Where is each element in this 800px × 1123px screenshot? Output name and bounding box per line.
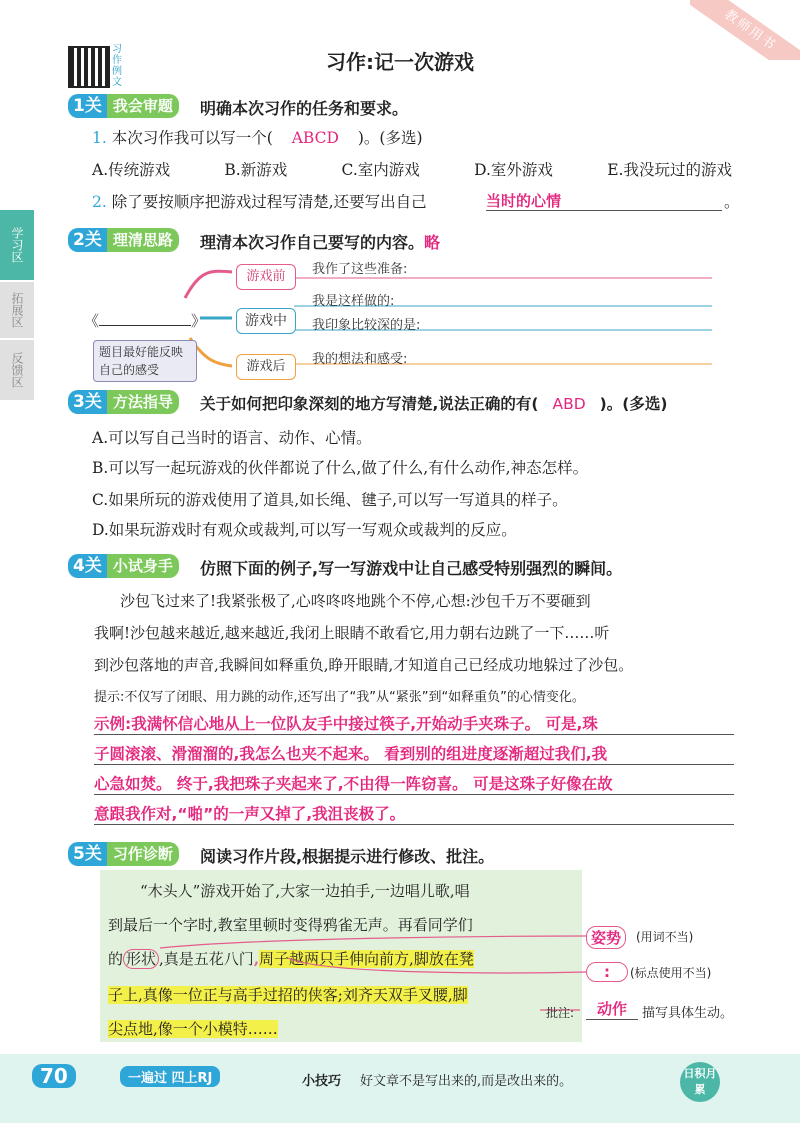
line-before: 我作了这些准备: xyxy=(312,262,408,277)
footer-brand: 一遍过 四上RJ xyxy=(120,1066,220,1087)
essay-line-5 xyxy=(108,1018,278,1039)
side-tab-feedback[interactable]: 反馈区 xyxy=(0,340,34,400)
section4-name: 小试身手 xyxy=(107,554,179,578)
annotation-text: 描写具体生动。 xyxy=(642,1006,734,1021)
section5-head: 阅读习作片段,根据提示进行修改、批注。 xyxy=(200,847,495,866)
bracket-open: 《 xyxy=(84,312,100,330)
s3-option-b: B.可以写一起玩游戏的伙伴都说了什么,做了什么,有什么动作,神态怎样。 xyxy=(92,459,589,477)
section2-head-text: 理清本次习作自己要写的内容。 xyxy=(200,233,425,252)
section4-badge xyxy=(68,554,179,578)
section5-badge xyxy=(68,842,179,866)
section4-head: 仿照下面的例子,写一写游戏中让自己感受特别强烈的瞬间。 xyxy=(200,559,623,578)
section5-num: 5关 xyxy=(68,842,107,866)
answer-line-4: 意跟我作对,“啪”的一声又掉了,我沮丧极了。 xyxy=(94,802,734,825)
essay-highlight-3: 尖点地,像一个小模特…… xyxy=(108,1020,278,1038)
q2-num: 2. xyxy=(92,193,107,211)
title-tip-note: 题目最好能反映自己的感受 xyxy=(93,340,197,382)
node-during-game: 游戏中 xyxy=(236,308,296,334)
section2-badge xyxy=(68,228,179,252)
s3-option-d: D.如果玩游戏时有观众或裁判,可以写一写观众或裁判的反应。 xyxy=(92,521,517,539)
option-e: E.我没玩过的游戏 xyxy=(607,161,732,179)
answer-line-3: 心急如焚。 终于,我把珠子夹起来了,不由得一阵窃喜。 可是这珠子好像在故 xyxy=(94,772,734,795)
line-after: 我的想法和感受: xyxy=(312,352,408,367)
section3-answer: ABD xyxy=(552,395,586,413)
daily-badge: 日积月累 xyxy=(680,1062,720,1102)
answer-line-2: 子圆滚滚、滑溜溜的,我怎么也夹不起来。 看到别的组进度逐渐超过我们,我 xyxy=(94,742,734,765)
section2-answer: 略 xyxy=(424,233,441,252)
q2-prefix: 除了要按顺序把游戏过程写清楚,还要写出自己 xyxy=(111,193,427,211)
node-after-game: 游戏后 xyxy=(236,354,296,380)
q1-options xyxy=(92,158,732,180)
q1-line xyxy=(92,126,423,148)
s3-option-a: A.可以写自己当时的语言、动作、心情。 xyxy=(92,429,372,447)
qr-label: 习作例文 xyxy=(112,44,122,88)
fix-word: 姿势 xyxy=(586,926,626,949)
title-blank xyxy=(84,310,206,331)
section4-num: 4关 xyxy=(68,554,107,578)
section1-name: 我会审题 xyxy=(107,94,179,118)
page-title: 习作:记一次游戏 xyxy=(326,50,474,74)
section2-name: 理清思路 xyxy=(107,228,179,252)
line-during-1: 我是这样做的: xyxy=(312,294,395,309)
answer-line-1: 示例:我满怀信心地从上一位队友手中接过筷子,开始动手夹珠子。 可是,珠 xyxy=(94,712,734,735)
example-hint: 提示:不仅写了闭眼、用力跳的动作,还写出了“我”从“紧张”到“如释重负”的心情变化。 xyxy=(94,690,585,705)
teacher-stamp: 教师用书 xyxy=(690,0,800,60)
q1-suffix: )。(多选) xyxy=(357,129,423,147)
line-during-2: 我印象比较深的是: xyxy=(312,318,421,333)
essay-phrase: ,真是五花八门 xyxy=(159,950,254,968)
q2-answer: 当时的心情 xyxy=(486,192,562,210)
example-para-3: 到沙包落地的声音,我瞬间如释重负,睁开眼睛,才知道自己已经成功地躲过了沙包。 xyxy=(94,656,634,674)
side-tab-expand[interactable]: 拓展区 xyxy=(0,282,34,338)
section1-head: 明确本次习作的任务和要求。 xyxy=(200,99,409,118)
essay-wrong-word: 形状 xyxy=(123,949,159,969)
q1-prefix: 本次习作我可以写一个( xyxy=(111,129,273,147)
essay-highlight-1: 周子越两只手伸向前方,脚放在凳 xyxy=(259,950,474,968)
option-d: D.室外游戏 xyxy=(474,161,553,179)
q1-answer: ABCD xyxy=(291,129,339,147)
essay-line-2: 到最后一个字时,教室里顿时变得鸦雀无声。再看同学们 xyxy=(108,916,473,934)
section1-num: 1关 xyxy=(68,94,107,118)
section3-num: 3关 xyxy=(68,390,107,414)
annotation-label: 批注: xyxy=(546,1006,575,1020)
q1-num: 1. xyxy=(92,129,107,147)
bracket-close: 》 xyxy=(191,312,207,330)
section3-head-suffix: )。(多选) xyxy=(599,395,668,413)
tip-label: 小技巧 xyxy=(302,1074,342,1089)
option-c: C.室内游戏 xyxy=(341,161,420,179)
essay-wrong-comma: , xyxy=(253,950,260,968)
annotation-connectors xyxy=(140,930,600,1020)
section1-badge xyxy=(68,94,179,118)
side-tab-study[interactable]: 学习区 xyxy=(0,210,34,280)
tip-text: 好文章不是写出来的,而是改出来的。 xyxy=(360,1074,573,1089)
q2-blank xyxy=(486,190,722,211)
section3-name: 方法指导 xyxy=(107,390,179,414)
essay-word-de: 的 xyxy=(108,950,124,968)
option-b: B.新游戏 xyxy=(224,161,288,179)
example-para-1: 沙包飞过来了!我紧张极了,心咚咚咚地跳个不停,心想:沙包千万不要砸到 xyxy=(120,592,591,610)
fix-punct: : xyxy=(586,962,628,982)
annotation-answer: 动作 xyxy=(586,998,638,1020)
section3-badge xyxy=(68,390,179,414)
node-before-game: 游戏前 xyxy=(236,264,296,290)
option-a: A.传统游戏 xyxy=(92,161,171,179)
essay-line-1: “木头人”游戏开始了,大家一边拍手,一边唱儿歌,唱 xyxy=(140,882,470,900)
section2-num: 2关 xyxy=(68,228,107,252)
section3-head xyxy=(200,392,667,414)
fix-punct-note: (标点使用不当) xyxy=(630,966,712,980)
section3-head-prefix: 关于如何把印象深刻的地方写清楚,说法正确的有( xyxy=(200,395,539,413)
q2-end: 。 xyxy=(724,193,740,211)
fix-word-note: (用词不当) xyxy=(636,930,694,944)
essay-highlight-2: 子上,真像一位正与高手过招的侠客;刘齐天双手叉腰,脚 xyxy=(108,986,468,1004)
example-para-2: 我啊!沙包越来越近,越来越近,我闭上眼睛不敢看它,用力朝右边跳了一下……听 xyxy=(94,624,610,642)
s3-option-c: C.如果所玩的游戏使用了道具,如长绳、毽子,可以写一写道具的样子。 xyxy=(92,491,568,509)
q2-line xyxy=(92,190,427,212)
page-number: 70 xyxy=(32,1064,76,1088)
section5-name: 习作诊断 xyxy=(107,842,179,866)
